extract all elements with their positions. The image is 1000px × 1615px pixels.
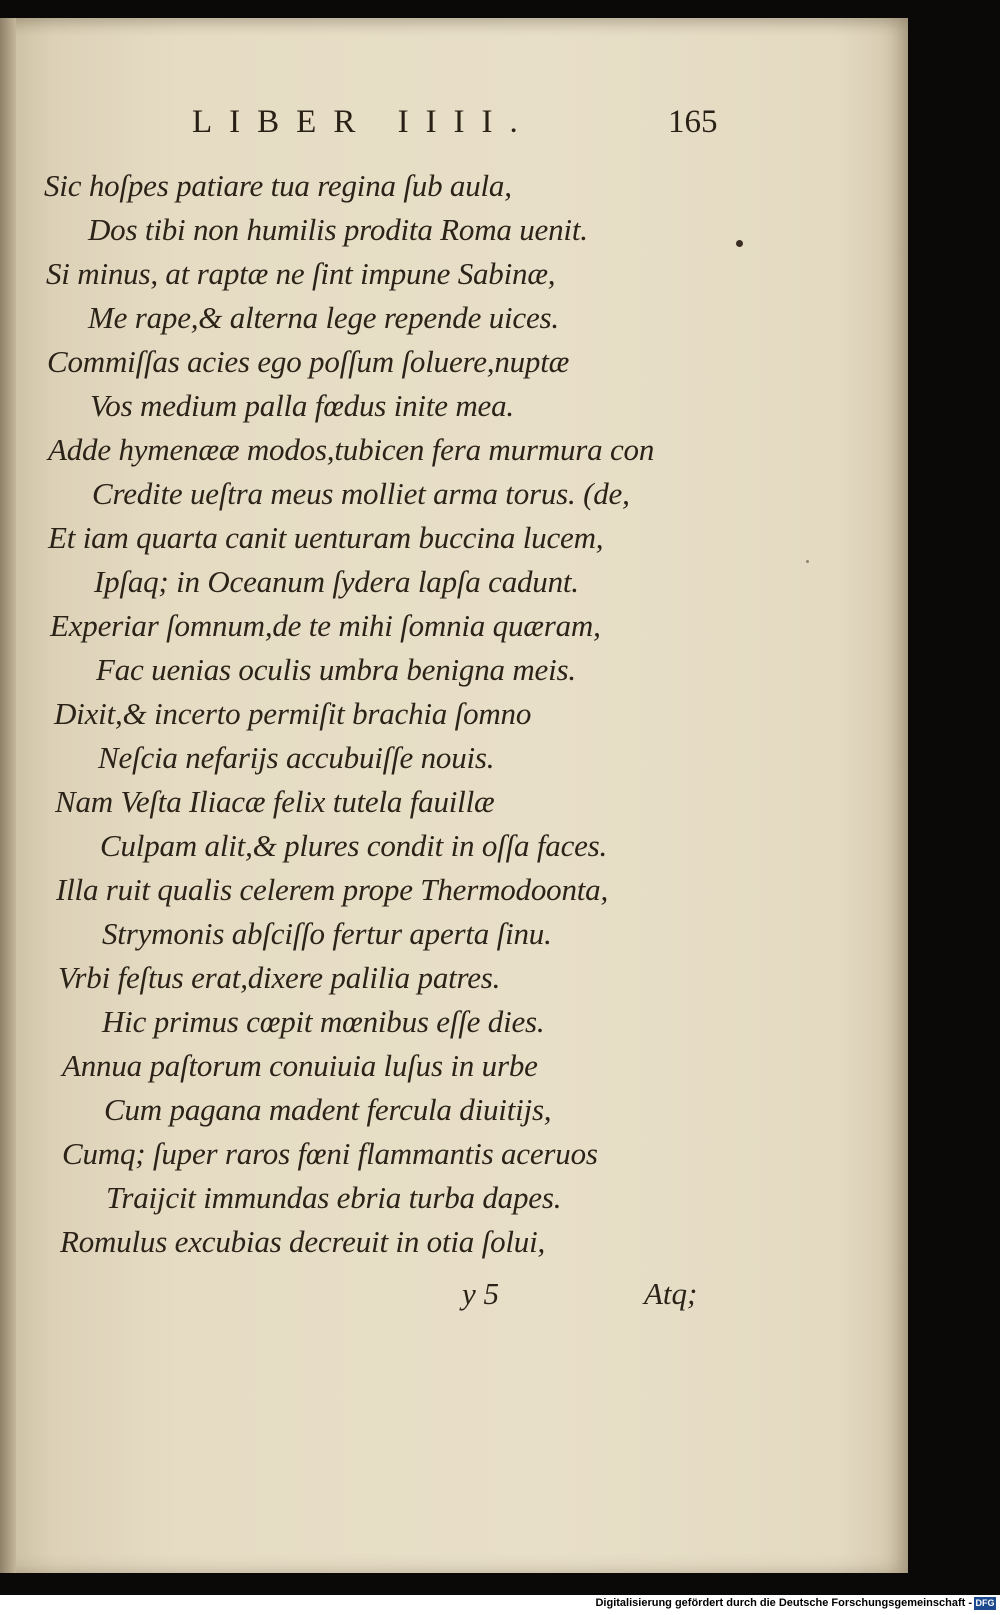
digitization-credit-bar (0, 1595, 1000, 1615)
ink-spot (806, 560, 809, 563)
verse-line: Neſcia nefarijs accubuiſſe nouis. (98, 740, 495, 775)
running-head: LIBER IIII. (192, 104, 535, 140)
signature-mark: y 5 (462, 1276, 500, 1311)
verse-line: Annua paſtorum conuiuia luſus in urbe (62, 1048, 538, 1083)
verse-line: Romulus excubias decreuit in otia ſolui, (60, 1224, 546, 1259)
verse-line: Experiar ſomnum,de te mihi ſomnia quæram, (50, 608, 601, 643)
verse-line: Adde hymenææ modos,tubicen fera murmura con (48, 432, 655, 467)
dfg-logo: DFG (975, 1598, 995, 1608)
verse-line: Vrbi feſtus erat,dixere palilia patres. (58, 960, 501, 995)
verse-line: Nam Veſta Iliacæ felix tutela fauillæ (55, 784, 495, 819)
verse-line: Strymonis abſciſſo fertur aperta ſinu. (102, 916, 552, 951)
verse-line: Cumq; ſuper raros fœni flammantis aceruos (62, 1136, 598, 1171)
verse-line: Dos tibi non humilis prodita Roma uenit. (88, 212, 588, 247)
page-footer (0, 1276, 908, 1316)
verse-line: Fac uenias oculis umbra benigna meis. (96, 652, 576, 687)
verse-line: Hic primus cœpit mœnibus eſſe dies. (102, 1004, 545, 1039)
verse-line: Culpam alit,& plures condit in oſſa faces. (100, 828, 608, 863)
verse-line: Credite ueſtra meus molliet arma torus. (de, (92, 476, 630, 511)
verse-line: Si minus, at raptæ ne ſint impune Sabinæ, (46, 256, 556, 291)
verse-line: Et iam quarta canit uenturam buccina lucem, (48, 520, 604, 555)
page-gutter-edge (0, 18, 16, 1573)
ink-spot (736, 240, 743, 247)
verse-line: Traijcit immundas ebria turba dapes. (106, 1180, 562, 1215)
verse-line: Dixit,& incerto permiſit brachia ſomno (54, 696, 532, 731)
page-number: 165 (668, 104, 718, 140)
verse-line: Ipſaq; in Oceanum ſydera lapſa cadunt. (94, 564, 579, 599)
verse-line: Me rape,& alterna lege repende uices. (88, 300, 559, 335)
page-header (0, 104, 908, 144)
verse-line: Sic hoſpes patiare tua regina ſub aula, (44, 168, 512, 203)
verse-line: Illa ruit qualis celerem prope Thermodoonta, (56, 872, 609, 907)
credit-text: Digitalisierung gefördert durch die Deutsche Forschungsgemeinschaft - (595, 1597, 972, 1609)
verse-line: Commiſſas acies ego poſſum ſoluere,nuptæ (47, 344, 570, 379)
verse-line: Cum pagana madent fercula diuitijs, (104, 1092, 552, 1127)
verse-line: Vos medium palla fœdus inite mea. (90, 388, 514, 423)
catchword: Atq; (644, 1276, 698, 1311)
